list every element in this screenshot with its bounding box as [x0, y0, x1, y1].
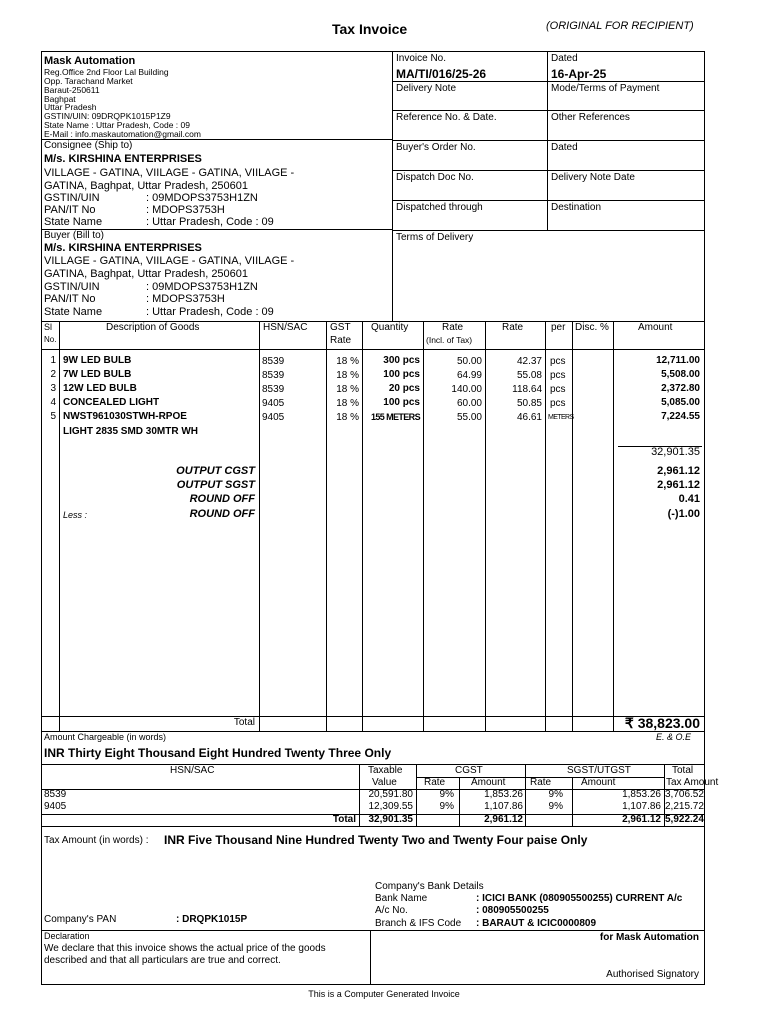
dated-value: 16-Apr-25 — [551, 67, 607, 81]
subtotal: 32,901.35 — [651, 446, 700, 458]
item-rate-incl: 50.00 — [456, 356, 482, 367]
tax-cgst-amount: 1,107.86 — [484, 801, 523, 812]
tax-taxable: 12,309.55 — [368, 801, 413, 812]
bank-name: : ICICI BANK (080905500255) CURRENT A/c — [476, 893, 683, 904]
tax-col-taxable: Taxable — [368, 765, 403, 776]
declaration-text: described and that all particulars are true and correct. — [44, 955, 281, 966]
consignee-pan: : MDOPS3753H — [146, 204, 225, 216]
tax-col-cgst-rate: Rate — [424, 777, 446, 788]
item-description: CONCEALED LIGHT — [63, 397, 160, 408]
item-amount: 12,711.00 — [656, 355, 700, 366]
item-gst: 18 % — [336, 384, 359, 395]
item-amount: 7,224.55 — [661, 411, 700, 422]
item-per: pcs — [550, 370, 566, 381]
item-sl: 4 — [50, 397, 56, 408]
item-hsn: 9405 — [262, 412, 285, 423]
buyer-gstin: : 09MDOPS3753H1ZN — [146, 281, 258, 293]
seller-address-line: Baraut-250611 — [44, 85, 100, 95]
item-rate-incl: 60.00 — [456, 398, 482, 409]
company-pan-label: Company's PAN — [44, 914, 117, 925]
item-amount: 5,508.00 — [661, 369, 700, 380]
tax-col-total: Total — [672, 765, 694, 776]
tax-col-hsn: HSN/SAC — [170, 765, 215, 776]
item-qty: 155 METERS — [370, 412, 420, 422]
item-hsn: 8539 — [262, 370, 285, 381]
item-sl: 3 — [50, 383, 56, 394]
for-company: for Mask Automation — [599, 932, 699, 943]
seller-name: Mask Automation — [44, 55, 136, 67]
item-description: 12W LED BULB — [63, 383, 137, 394]
buyer-pan: : MDOPS3753H — [146, 293, 225, 305]
branch-label: Branch & IFS Code — [375, 918, 462, 929]
tax-hsn: 9405 — [44, 801, 67, 812]
consignee-gstin-label: GSTIN/UIN — [44, 192, 100, 204]
item-rate-incl: 140.00 — [451, 384, 482, 395]
tax-words-label: Tax Amount (in words) : — [44, 835, 149, 846]
seller-address-line: Reg.Office 2nd Floor Lal Building — [44, 67, 169, 77]
delivery-note-date-label: Delivery Note Date — [551, 172, 635, 183]
tax-total: 3,706.52 — [665, 789, 704, 800]
tax-sgst-rate: 9% — [548, 801, 563, 812]
copy-label: (ORIGINAL FOR RECIPIENT) — [546, 20, 694, 32]
consignee-label: Consignee (Ship to) — [44, 140, 133, 151]
item-hsn: 8539 — [262, 356, 285, 367]
col-rate-incl: Rate — [442, 322, 464, 333]
item-sl: 5 — [50, 411, 56, 422]
item-description-line2: LIGHT 2835 SMD 30MTR WH — [63, 426, 199, 437]
tax-taxable: 20,591.80 — [368, 789, 413, 800]
item-amount: 5,085.00 — [661, 397, 700, 408]
buyers-order-label: Buyer's Order No. — [396, 142, 476, 153]
page-title: Tax Invoice — [332, 21, 408, 37]
seller-state: State Name : Uttar Pradesh, Code : 09 — [44, 120, 190, 130]
declaration-label: Declaration — [44, 931, 90, 941]
item-gst: 18 % — [336, 370, 359, 381]
consignee-gstin: : 09MDOPS3753H1ZN — [146, 192, 258, 204]
tax-total-taxable: 32,901.35 — [368, 814, 413, 825]
destination-label: Destination — [551, 202, 602, 213]
tax-total-amount: 5,922.24 — [665, 814, 704, 825]
tax-col-sgst: SGST/UTGST — [567, 765, 631, 776]
seller-address-line: Opp. Tarachand Market — [44, 76, 133, 86]
item-hsn: 9405 — [262, 398, 285, 409]
eoe-label: E. & O.E — [656, 732, 692, 742]
item-gst: 18 % — [336, 412, 359, 423]
item-description: 9W LED BULB — [63, 355, 132, 366]
item-rate-incl: 64.99 — [456, 370, 482, 381]
tax-col-cgst-amount: Amount — [471, 777, 506, 788]
company-pan: : DRQPK1015P — [176, 914, 248, 925]
branch-ifsc: : BARAUT & ICIC0000809 — [476, 918, 597, 929]
tax-cgst-amount: 1,853.26 — [484, 789, 523, 800]
round-off-label: ROUND OFF — [189, 493, 255, 505]
buyer-state: : Uttar Pradesh, Code : 09 — [146, 306, 274, 318]
tax-col-cgst: CGST — [455, 765, 483, 776]
item-description: NWST961030STWH-RPOE — [63, 411, 187, 422]
less-round-off-amount: (-)1.00 — [667, 508, 700, 520]
item-sl: 2 — [50, 369, 56, 380]
bank-title: Company's Bank Details — [375, 881, 484, 892]
round-off-amount: 0.41 — [678, 493, 700, 505]
col-per: per — [551, 322, 566, 333]
seller-address-line: Baghpat — [44, 94, 76, 104]
col-gst-rate: Rate — [330, 335, 352, 346]
seller-email: E-Mail : info.maskautomation@gmail.com — [44, 129, 201, 139]
col-disc: Disc. % — [575, 322, 609, 333]
col-amount: Amount — [638, 322, 673, 333]
item-qty: 100 pcs — [383, 369, 420, 380]
computer-generated-note: This is a Computer Generated Invoice — [308, 989, 460, 999]
output-sgst-label: OUTPUT SGST — [176, 479, 255, 491]
less-round-off-label: ROUND OFF — [189, 508, 255, 520]
item-per: pcs — [550, 384, 566, 395]
tax-cgst-rate: 9% — [439, 789, 454, 800]
seller-gstin: GSTIN/UIN: 09DRQPK1015P1Z9 — [44, 111, 171, 121]
item-rate-incl: 55.00 — [456, 412, 482, 423]
bank-name-label: Bank Name — [375, 893, 428, 904]
tax-col-tax-amount: Tax Amount — [666, 777, 719, 788]
buyer-gstin-label: GSTIN/UIN — [44, 281, 100, 293]
item-qty: 100 pcs — [383, 397, 420, 408]
other-references-label: Other References — [551, 112, 630, 123]
amount-words-label: Amount Chargeable (in words) — [44, 732, 167, 742]
ac-label: A/c No. — [375, 905, 408, 916]
item-per: METERS — [548, 414, 574, 421]
item-description: 7W LED BULB — [63, 369, 132, 380]
col-rate-incl-sub: (Incl. of Tax) — [426, 335, 473, 345]
grand-total: ₹ 38,823.00 — [624, 715, 700, 731]
tax-total-cgst: 2,961.12 — [484, 814, 523, 825]
tax-col-value: Value — [372, 777, 397, 788]
item-hsn: 8539 — [262, 384, 285, 395]
buyer-state-label: State Name — [44, 306, 103, 318]
consignee-name: M/s. KIRSHINA ENTERPRISES — [44, 153, 202, 165]
item-qty: 20 pcs — [388, 383, 420, 394]
consignee-address: VILLAGE - GATINA, VIILAGE - GATINA, VIILAGE - — [44, 167, 295, 179]
dispatch-doc-label: Dispatch Doc No. — [396, 172, 474, 183]
output-sgst-amount: 2,961.12 — [657, 479, 700, 491]
col-description: Description of Goods — [106, 322, 200, 333]
buyer-address: VILLAGE - GATINA, VIILAGE - GATINA, VIILAGE - — [44, 255, 295, 267]
col-hsn: HSN/SAC — [263, 322, 308, 333]
consignee-address: GATINA, Baghpat, Uttar Pradesh, 250601 — [44, 180, 249, 192]
item-gst: 18 % — [336, 398, 359, 409]
col-gst: GST — [330, 322, 351, 333]
item-per: pcs — [550, 398, 566, 409]
item-rate: 46.61 — [516, 412, 542, 423]
item-gst: 18 % — [336, 356, 359, 367]
dispatched-through-label: Dispatched through — [396, 202, 483, 213]
consignee-state-label: State Name — [44, 216, 103, 228]
buyer-label: Buyer (Bill to) — [44, 230, 105, 241]
item-per: pcs — [550, 356, 566, 367]
order-dated-label: Dated — [551, 142, 578, 153]
ac-number: : 080905500255 — [476, 905, 549, 916]
item-amount: 2,372.80 — [661, 383, 700, 394]
item-rate: 118.64 — [512, 384, 542, 395]
buyer-name: M/s. KIRSHINA ENTERPRISES — [44, 242, 202, 254]
output-cgst-label: OUTPUT CGST — [176, 465, 255, 477]
mode-terms-label: Mode/Terms of Payment — [551, 83, 660, 94]
tax-sgst-rate: 9% — [548, 789, 563, 800]
less-label: Less : — [63, 510, 88, 520]
buyer-address: GATINA, Baghpat, Uttar Pradesh, 250601 — [44, 268, 249, 280]
consignee-state: : Uttar Pradesh, Code : 09 — [146, 216, 274, 228]
authorised-signatory: Authorised Signatory — [606, 969, 699, 980]
col-no: No. — [44, 335, 57, 344]
tax-total: 2,215.72 — [665, 801, 704, 812]
tax-hsn: 8539 — [44, 789, 67, 800]
tax-col-sgst-amount: Amount — [581, 777, 616, 788]
delivery-note-label: Delivery Note — [396, 83, 457, 94]
item-rate: 55.08 — [516, 370, 542, 381]
total-label: Total — [233, 717, 255, 728]
tax-total-label: Total — [332, 814, 356, 825]
tax-sgst-amount: 1,107.86 — [622, 801, 661, 812]
item-sl: 1 — [50, 355, 56, 366]
item-qty: 300 pcs — [383, 355, 420, 366]
col-sl: Sl — [44, 322, 53, 332]
invoice-no-label: Invoice No. — [396, 53, 447, 64]
declaration-text: We declare that this invoice shows the actual price of the goods — [44, 943, 326, 954]
amount-words-text: INR Thirty Eight Thousand Eight Hundred Twenty Three Only — [44, 746, 392, 760]
tax-words-text: INR Five Thousand Nine Hundred Twenty Two and Twenty Four paise Only — [164, 833, 588, 847]
invoice-no: MA/TI/016/25-26 — [396, 67, 487, 81]
dated-label: Dated — [551, 53, 578, 64]
buyer-pan-label: PAN/IT No — [44, 293, 96, 305]
tax-sgst-amount: 1,853.26 — [622, 789, 661, 800]
consignee-pan-label: PAN/IT No — [44, 204, 96, 216]
output-cgst-amount: 2,961.12 — [657, 465, 700, 477]
tax-col-sgst-rate: Rate — [530, 777, 552, 788]
item-rate: 50.85 — [516, 398, 542, 409]
reference-label: Reference No. & Date. — [396, 112, 497, 123]
col-quantity: Quantity — [371, 322, 409, 333]
tax-cgst-rate: 9% — [439, 801, 454, 812]
tax-total-sgst: 2,961.12 — [622, 814, 661, 825]
terms-delivery-label: Terms of Delivery — [396, 232, 474, 243]
item-rate: 42.37 — [516, 356, 542, 367]
col-rate: Rate — [502, 322, 524, 333]
seller-address-line: Uttar Pradesh — [44, 102, 97, 112]
